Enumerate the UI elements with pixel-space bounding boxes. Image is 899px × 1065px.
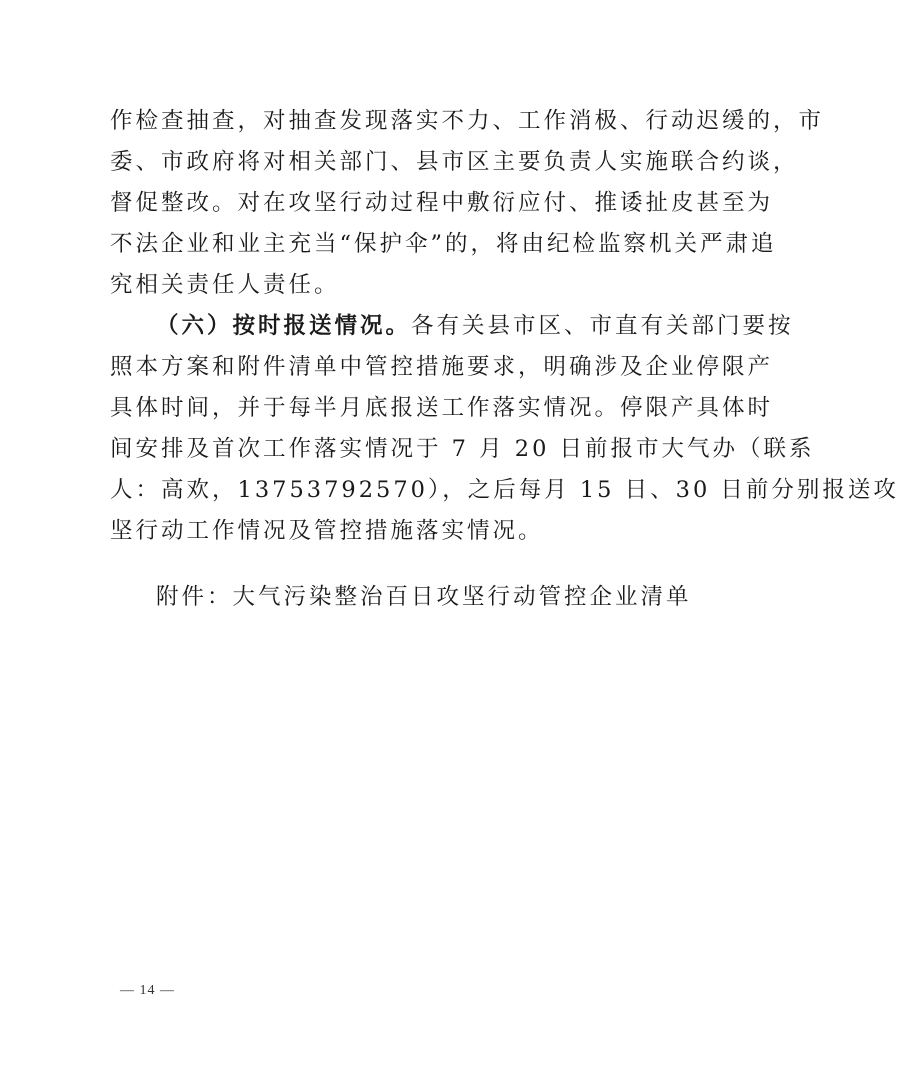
paragraph-line: 间安排及首次工作落实情况于 7 月 20 日前报市大气办（联系	[110, 436, 815, 462]
paragraph-line: 具体时间，并于每半月底报送工作落实情况。停限产具体时	[110, 395, 774, 421]
paragraph-line: 督促整改。对在攻坚行动过程中敷衍应付、推诿扯皮甚至为	[110, 190, 774, 216]
paragraph-line: 照本方案和附件清单中管控措施要求，明确涉及企业停限产	[110, 354, 774, 380]
section-6-first-line	[156, 311, 794, 341]
paragraph-line: 坚行动工作情况及管控措施落实情况。	[110, 518, 544, 544]
paragraph-line: 究相关责任人责任。	[110, 272, 340, 298]
section-6-heading: （六）按时报送情况。	[156, 313, 412, 339]
attachment-line: 附件：大气污染整治百日攻坚行动管控企业清单	[156, 584, 692, 610]
paragraph-line: 不法企业和业主充当“保护伞”的，将由纪检监察机关严肃追	[110, 231, 777, 257]
paragraph-line: 委、市政府将对相关部门、县市区主要负责人实施联合约谈，	[110, 149, 799, 175]
paragraph-line: 作检查抽查，对抽查发现落实不力、工作消极、行动迟缓的，市	[110, 108, 825, 134]
section-6-line-text: 各有关县市区、市直有关部门要按	[411, 313, 794, 339]
paragraph-line: 人：高欢，13753792570），之后每月 15 日、30 日前分别报送攻	[110, 477, 899, 503]
page-number: — 14 —	[120, 983, 175, 998]
